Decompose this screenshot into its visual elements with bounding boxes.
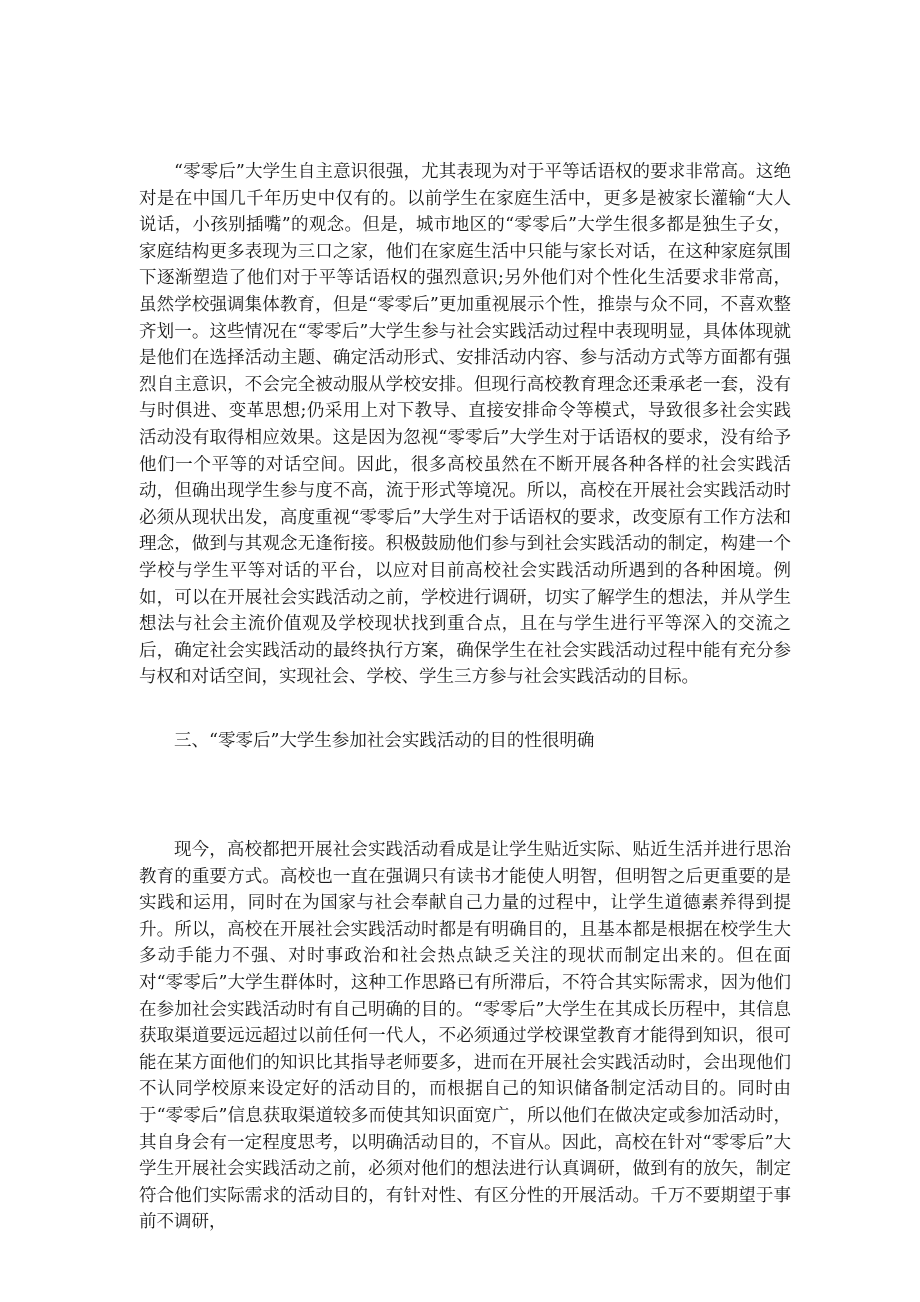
body-paragraph-zero-zero-generation-autonomy: “零零后”大学生自主意识很强，尤其表现为对于平等话语权的要求非常高。这绝对是在中国几千年历史中仅有的。以前学生在家庭生活中，更多是被家长灌输“大人说话，小孩别插嘴”的观念。但是，城市地区的“零零后”大学生很多都是独生子女，家庭结构更多表现为三口之家，他们在家庭生活中只能与家长对话，在这种家庭氛围下逐渐塑造了他们对于平等话语权的强烈意识;另外他们对个性化生活要求非常高，虽然学校强调集体教育，但是“零零后”更加重视展示个性，推崇与众不同，不喜欢整齐划一。这些情况在“零零后”大学生参与社会实践活动过程中表现明显，具体体现就是他们在选择活动主题、确定活动形式、安排活动内容、参与活动方式等方面都有强烈自主意识，不会完全被动服从学校安排。但现行高校教育理念还秉承老一套，没有与时俱进、变革思想;仍采用上对下教导、直接安排命令等模式，导致很多社会实践活动没有取得相应效果。这是因为忽视“零零后”大学生对于话语权的要求，没有给予他们一个平等的对话空间。因此，很多高校虽然在不断开展各种各样的社会实践活动，但确出现学生参与度不高，流于形式等境况。所以，高校在开展社会实践活动时必须从现状出发，高度重视“零零后”大学生对于话语权的要求，改变原有工作方法和理念，做到与其观念无逢衔接。积极鼓励他们参与到社会实践活动的制定，构建一个学校与学生平等对话的平台，以应对目前高校社会实践活动所遇到的各种困境。例如，可以在开展社会实践活动之前，学校进行调研，切实了解学生的想法，并从学生想法与社会主流价值观及学校现状找到重合点，且在与学生进行平等深入的交流之后，确定社会实践活动的最终执行方案，确保学生在社会实践活动过程中能有充分参与权和对话空间，实现社会、学校、学生三方参与社会实践活动的目标。: [139, 162, 791, 688]
body-paragraph-activity-purpose: 现今，高校都把开展社会实践活动看成是让学生贴近实际、贴近生活并进行思治教育的重要方式。高校也一直在强调只有读书才能使人明智，但明智之后更重要的是实践和运用，同时在为国家与社会奉献自己力量的过程中，让学生道德素养得到提升。所以，高校在开展社会实践活动时都是有明确目的，且基本都是根据在校学生大多动手能力不强、对时事政治和社会热点缺乏关注的现状而制定出来的。但在面对“零零后”大学生群体时，这种工作思路已有所滞后，不符合其实际需求，因为他们在参加社会实践活动时有自己明确的目的。“零零后”大学生在其成长历程中，其信息获取渠道要远远超过以前任何一代人，不必须通过学校课堂教育才能得到知识，很可能在某方面他们的知识比其指导老师要多，进而在开展社会实践活动时，会出现他们不认同学校原来设定好的活动目的，而根据自己的知识储备制定活动目的。同时由于“零零后”信息获取渠道较多而使其知识面宽广，所以他们在做决定或参加活动时，其自身会有一定程度思考，以明确活动目的，不盲从。因此，高校在针对“零零后”大学生开展社会实践活动之前，必须对他们的想法进行认真调研，做到有的放矢，制定符合他们实际需求的活动目的，有针对性、有区分性的开展活动。千万不要期望于事前不调研，: [139, 840, 791, 1233]
section-heading-3: 三、“零零后”大学生参加社会实践活动的目的性很明确: [174, 731, 595, 751]
